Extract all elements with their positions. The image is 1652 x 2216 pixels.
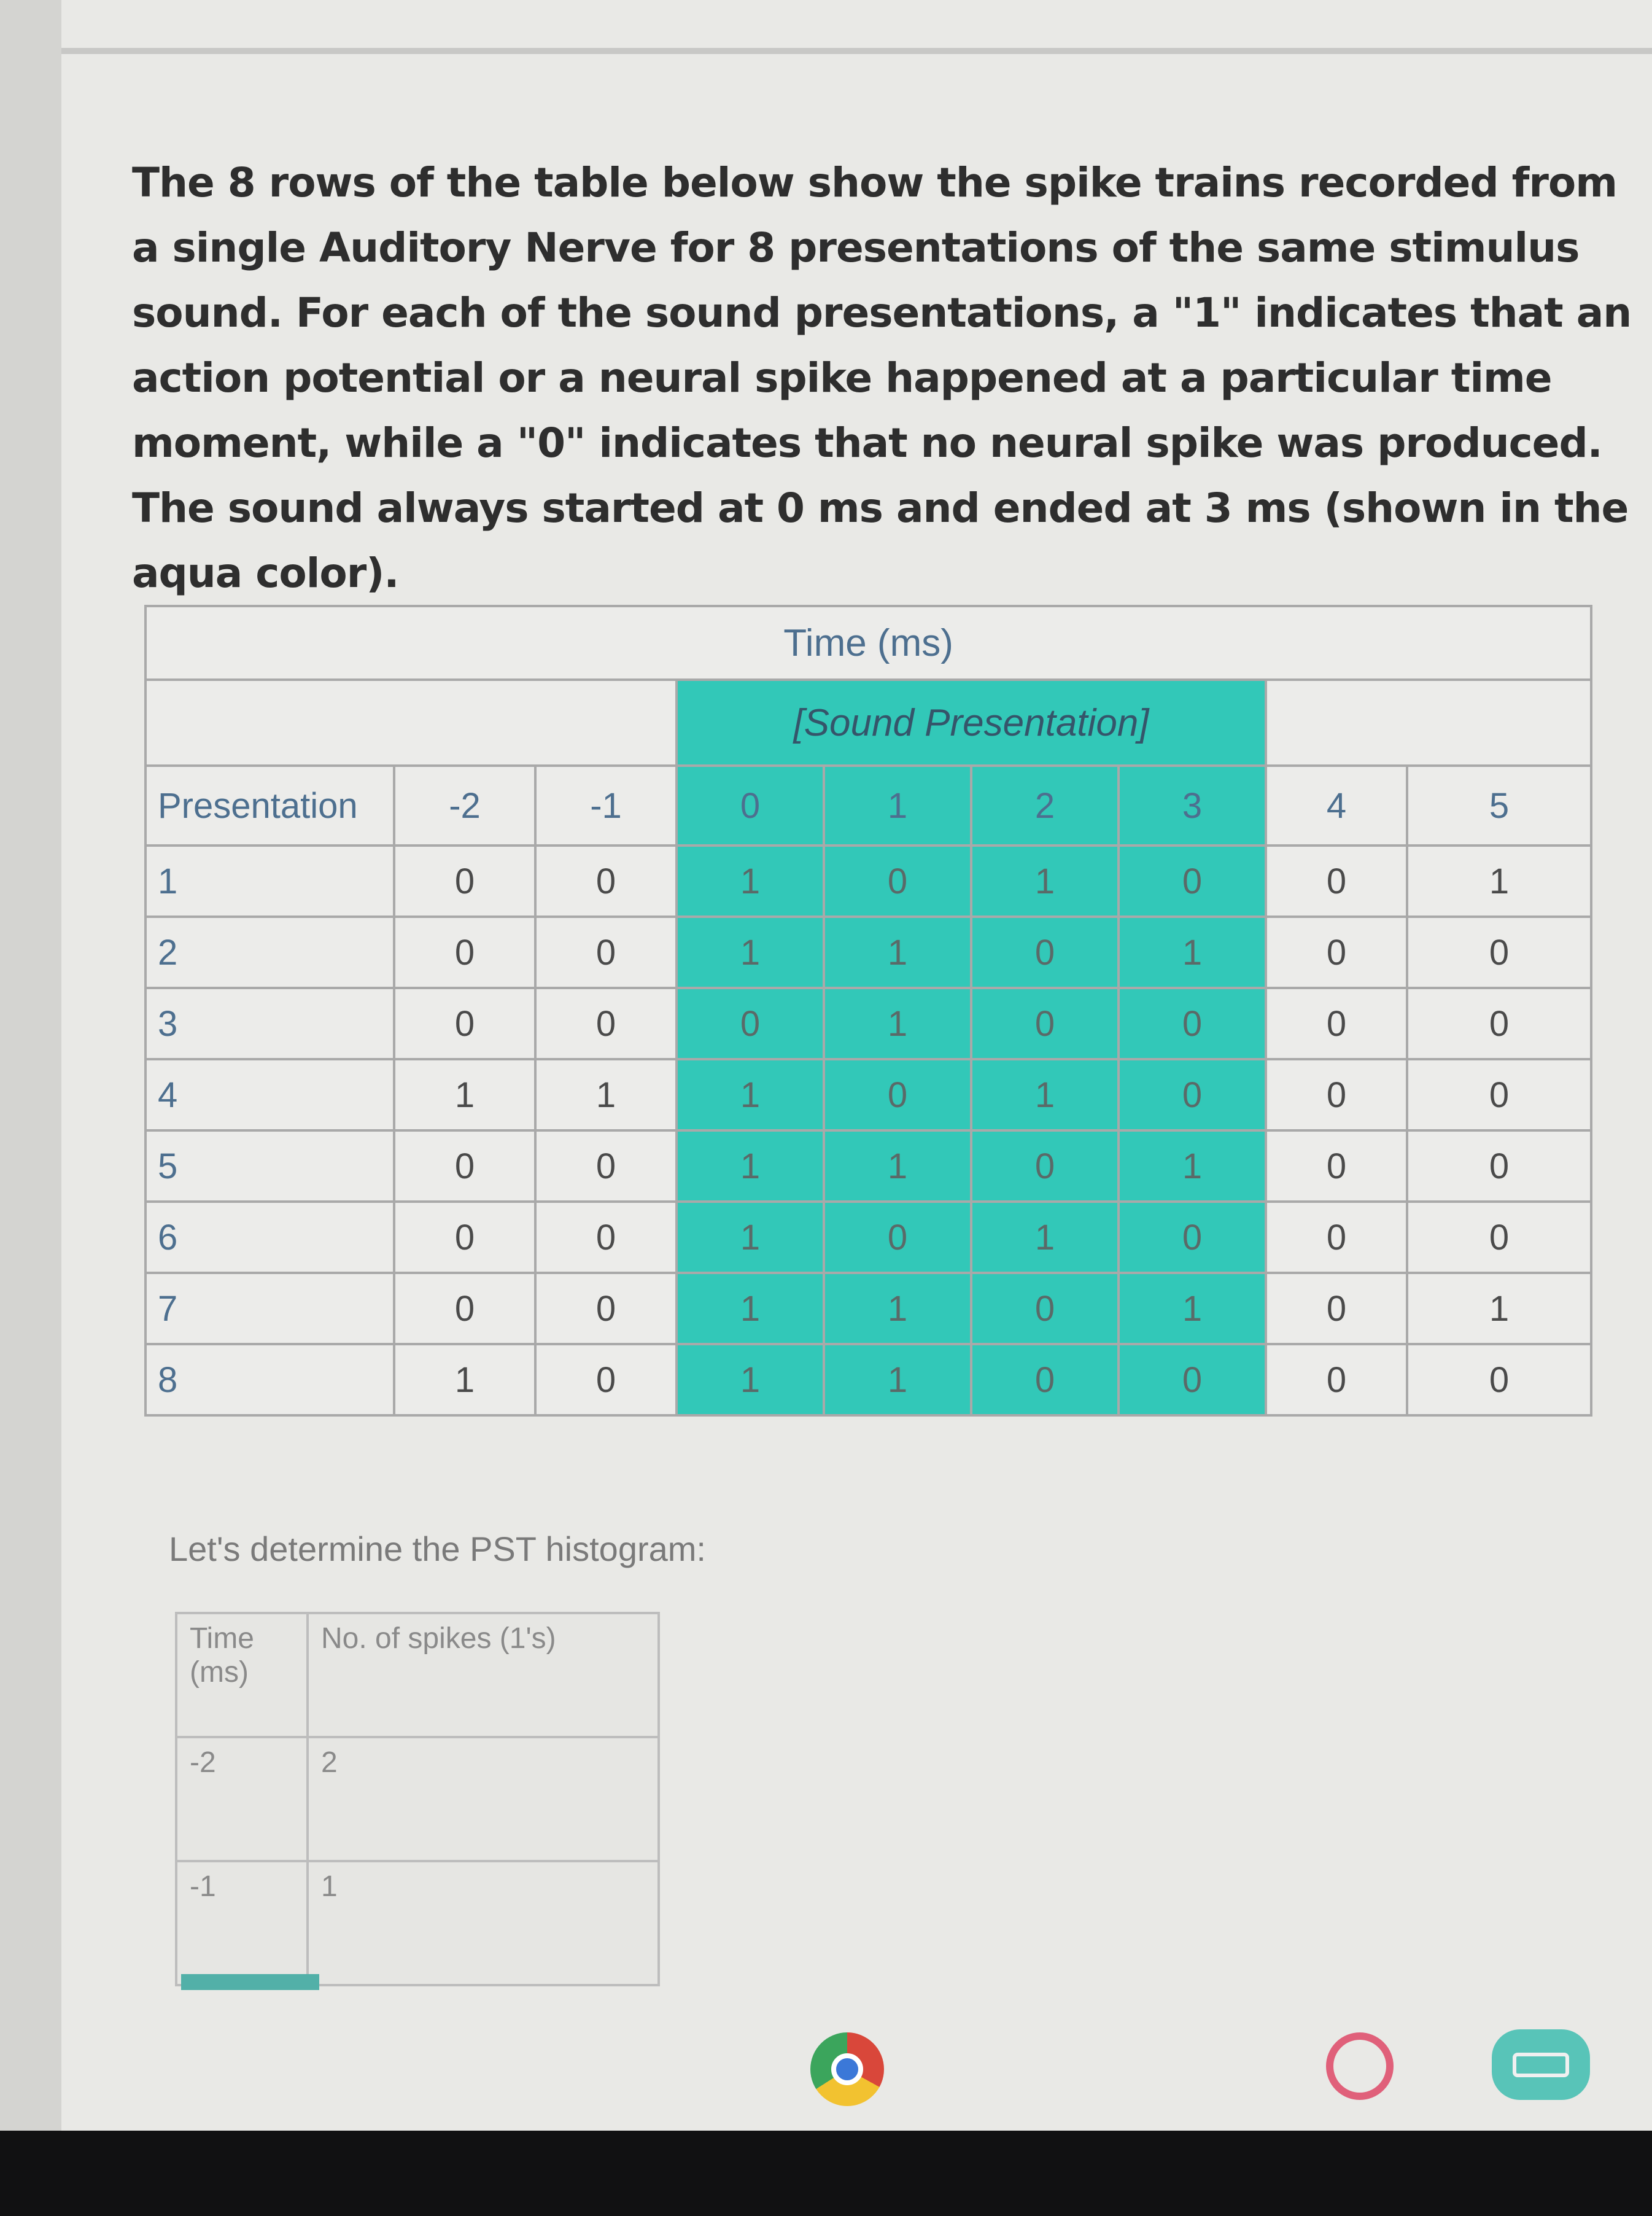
screen-bezel <box>0 2131 1652 2216</box>
spike-cell: 0 <box>1266 1130 1407 1202</box>
spike-cell: 1 <box>824 1273 971 1344</box>
sound-presentation-header: [Sound Presentation] <box>677 680 1266 766</box>
spike-cell: 1 <box>677 1130 824 1202</box>
presentation-number: 2 <box>145 917 394 988</box>
spike-cell: 0 <box>394 1130 535 1202</box>
spike-cell: 0 <box>1119 1344 1266 1415</box>
spike-cell: 0 <box>971 1344 1119 1415</box>
presentation-header: Presentation <box>145 766 394 846</box>
screen-icon[interactable] <box>1492 2029 1590 2100</box>
question-text: The 8 rows of the table below show the spike trains recorded from a single Auditory Nerve for 8 presentations of the same stimulus sound. For each of the sound presentations, a "1" indicates that an action potential or a neural spike happened at a particular time moment, while a "0" indicates that no neural spike was produced. The sound always started at 0 ms and ended at 3 ms (shown in the aqua color). <box>132 159 1632 597</box>
spike-cell: 0 <box>535 1273 677 1344</box>
time-tick: 0 <box>677 766 824 846</box>
spike-cell: 0 <box>824 1202 971 1273</box>
pst-time-cell: -1 <box>176 1861 308 1985</box>
pst-time-cell: -2 <box>176 1737 308 1861</box>
spike-cell: 1 <box>1407 1273 1591 1344</box>
time-tick: 3 <box>1119 766 1266 846</box>
spike-cell: 0 <box>1266 1202 1407 1273</box>
spike-cell: 0 <box>1407 1344 1591 1415</box>
spike-cell: 0 <box>394 846 535 917</box>
pst-prompt: Let's determine the PST histogram: <box>169 1530 706 1568</box>
spike-cell: 0 <box>1119 1059 1266 1130</box>
spike-cell: 1 <box>677 1202 824 1273</box>
spike-cell: 0 <box>1407 917 1591 988</box>
spike-cell: 1 <box>1119 1130 1266 1202</box>
presentation-number: 1 <box>145 846 394 917</box>
spike-cell: 0 <box>394 988 535 1059</box>
spike-cell: 0 <box>824 846 971 917</box>
presentation-number: 5 <box>145 1130 394 1202</box>
spike-cell: 0 <box>1407 1202 1591 1273</box>
presentation-number: 3 <box>145 988 394 1059</box>
spike-cell: 0 <box>1119 846 1266 917</box>
time-tick: 1 <box>824 766 971 846</box>
spike-cell: 0 <box>971 988 1119 1059</box>
time-tick: -1 <box>535 766 677 846</box>
spike-cell: 1 <box>1119 917 1266 988</box>
spike-cell: 1 <box>824 917 971 988</box>
spike-cell: 1 <box>677 846 824 917</box>
spike-cell: 0 <box>1119 988 1266 1059</box>
spike-cell: 0 <box>1266 1059 1407 1130</box>
presentation-number: 6 <box>145 1202 394 1273</box>
spike-cell: 1 <box>677 1273 824 1344</box>
spike-cell: 1 <box>971 1059 1119 1130</box>
spike-cell: 0 <box>394 917 535 988</box>
spike-cell: 1 <box>677 1059 824 1130</box>
spike-cell: 1 <box>1119 1273 1266 1344</box>
spike-cell: 0 <box>677 988 824 1059</box>
spike-cell: 0 <box>971 1130 1119 1202</box>
spike-cell: 0 <box>1266 917 1407 988</box>
header-spacer-left <box>145 680 677 766</box>
spike-cell: 0 <box>971 1273 1119 1344</box>
spike-cell: 0 <box>535 846 677 917</box>
spike-cell: 1 <box>394 1059 535 1130</box>
spike-cell: 0 <box>535 917 677 988</box>
spike-cell: 1 <box>824 1130 971 1202</box>
time-tick: -2 <box>394 766 535 846</box>
pst-histogram-table <box>175 1612 660 1986</box>
chrome-icon[interactable] <box>810 2032 884 2106</box>
spike-cell: 0 <box>394 1273 535 1344</box>
pst-spikes-header: No. of spikes (1's) <box>308 1613 659 1737</box>
spike-cell: 0 <box>1407 988 1591 1059</box>
spike-cell: 0 <box>1119 1202 1266 1273</box>
pst-time-header: Time (ms) <box>176 1613 308 1737</box>
time-tick: 5 <box>1407 766 1591 846</box>
spike-cell: 1 <box>971 846 1119 917</box>
presentation-number: 4 <box>145 1059 394 1130</box>
spike-cell: 0 <box>971 917 1119 988</box>
spike-cell: 1 <box>535 1059 677 1130</box>
pst-spikes-input[interactable]: 2 <box>308 1737 659 1861</box>
spike-cell: 1 <box>1407 846 1591 917</box>
window-left-edge <box>0 0 61 2131</box>
time-tick: 4 <box>1266 766 1407 846</box>
spike-cell: 1 <box>971 1202 1119 1273</box>
spike-train-table <box>144 605 1592 1417</box>
record-icon[interactable] <box>1326 2032 1394 2100</box>
spike-cell: 0 <box>1407 1130 1591 1202</box>
spike-cell: 1 <box>824 988 971 1059</box>
presentation-number: 7 <box>145 1273 394 1344</box>
spike-cell: 0 <box>535 1344 677 1415</box>
spike-cell: 0 <box>1407 1059 1591 1130</box>
spike-cell: 0 <box>1266 1273 1407 1344</box>
spike-cell: 0 <box>1266 846 1407 917</box>
pst-scroll-indicator <box>181 1974 319 1990</box>
spike-cell: 0 <box>535 1130 677 1202</box>
spike-cell: 0 <box>1266 1344 1407 1415</box>
spike-cell: 0 <box>535 1202 677 1273</box>
pst-spikes-input[interactable]: 1 <box>308 1861 659 1985</box>
spike-cell: 0 <box>535 988 677 1059</box>
spike-cell: 1 <box>394 1344 535 1415</box>
top-divider <box>61 48 1652 54</box>
spike-cell: 0 <box>824 1059 971 1130</box>
presentation-number: 8 <box>145 1344 394 1415</box>
spike-cell: 1 <box>824 1344 971 1415</box>
spike-cell: 0 <box>1266 988 1407 1059</box>
time-axis-header: Time (ms) <box>145 606 1591 680</box>
spike-cell: 1 <box>677 917 824 988</box>
header-spacer-right <box>1266 680 1591 766</box>
time-tick: 2 <box>971 766 1119 846</box>
spike-cell: 1 <box>677 1344 824 1415</box>
spike-cell: 0 <box>394 1202 535 1273</box>
